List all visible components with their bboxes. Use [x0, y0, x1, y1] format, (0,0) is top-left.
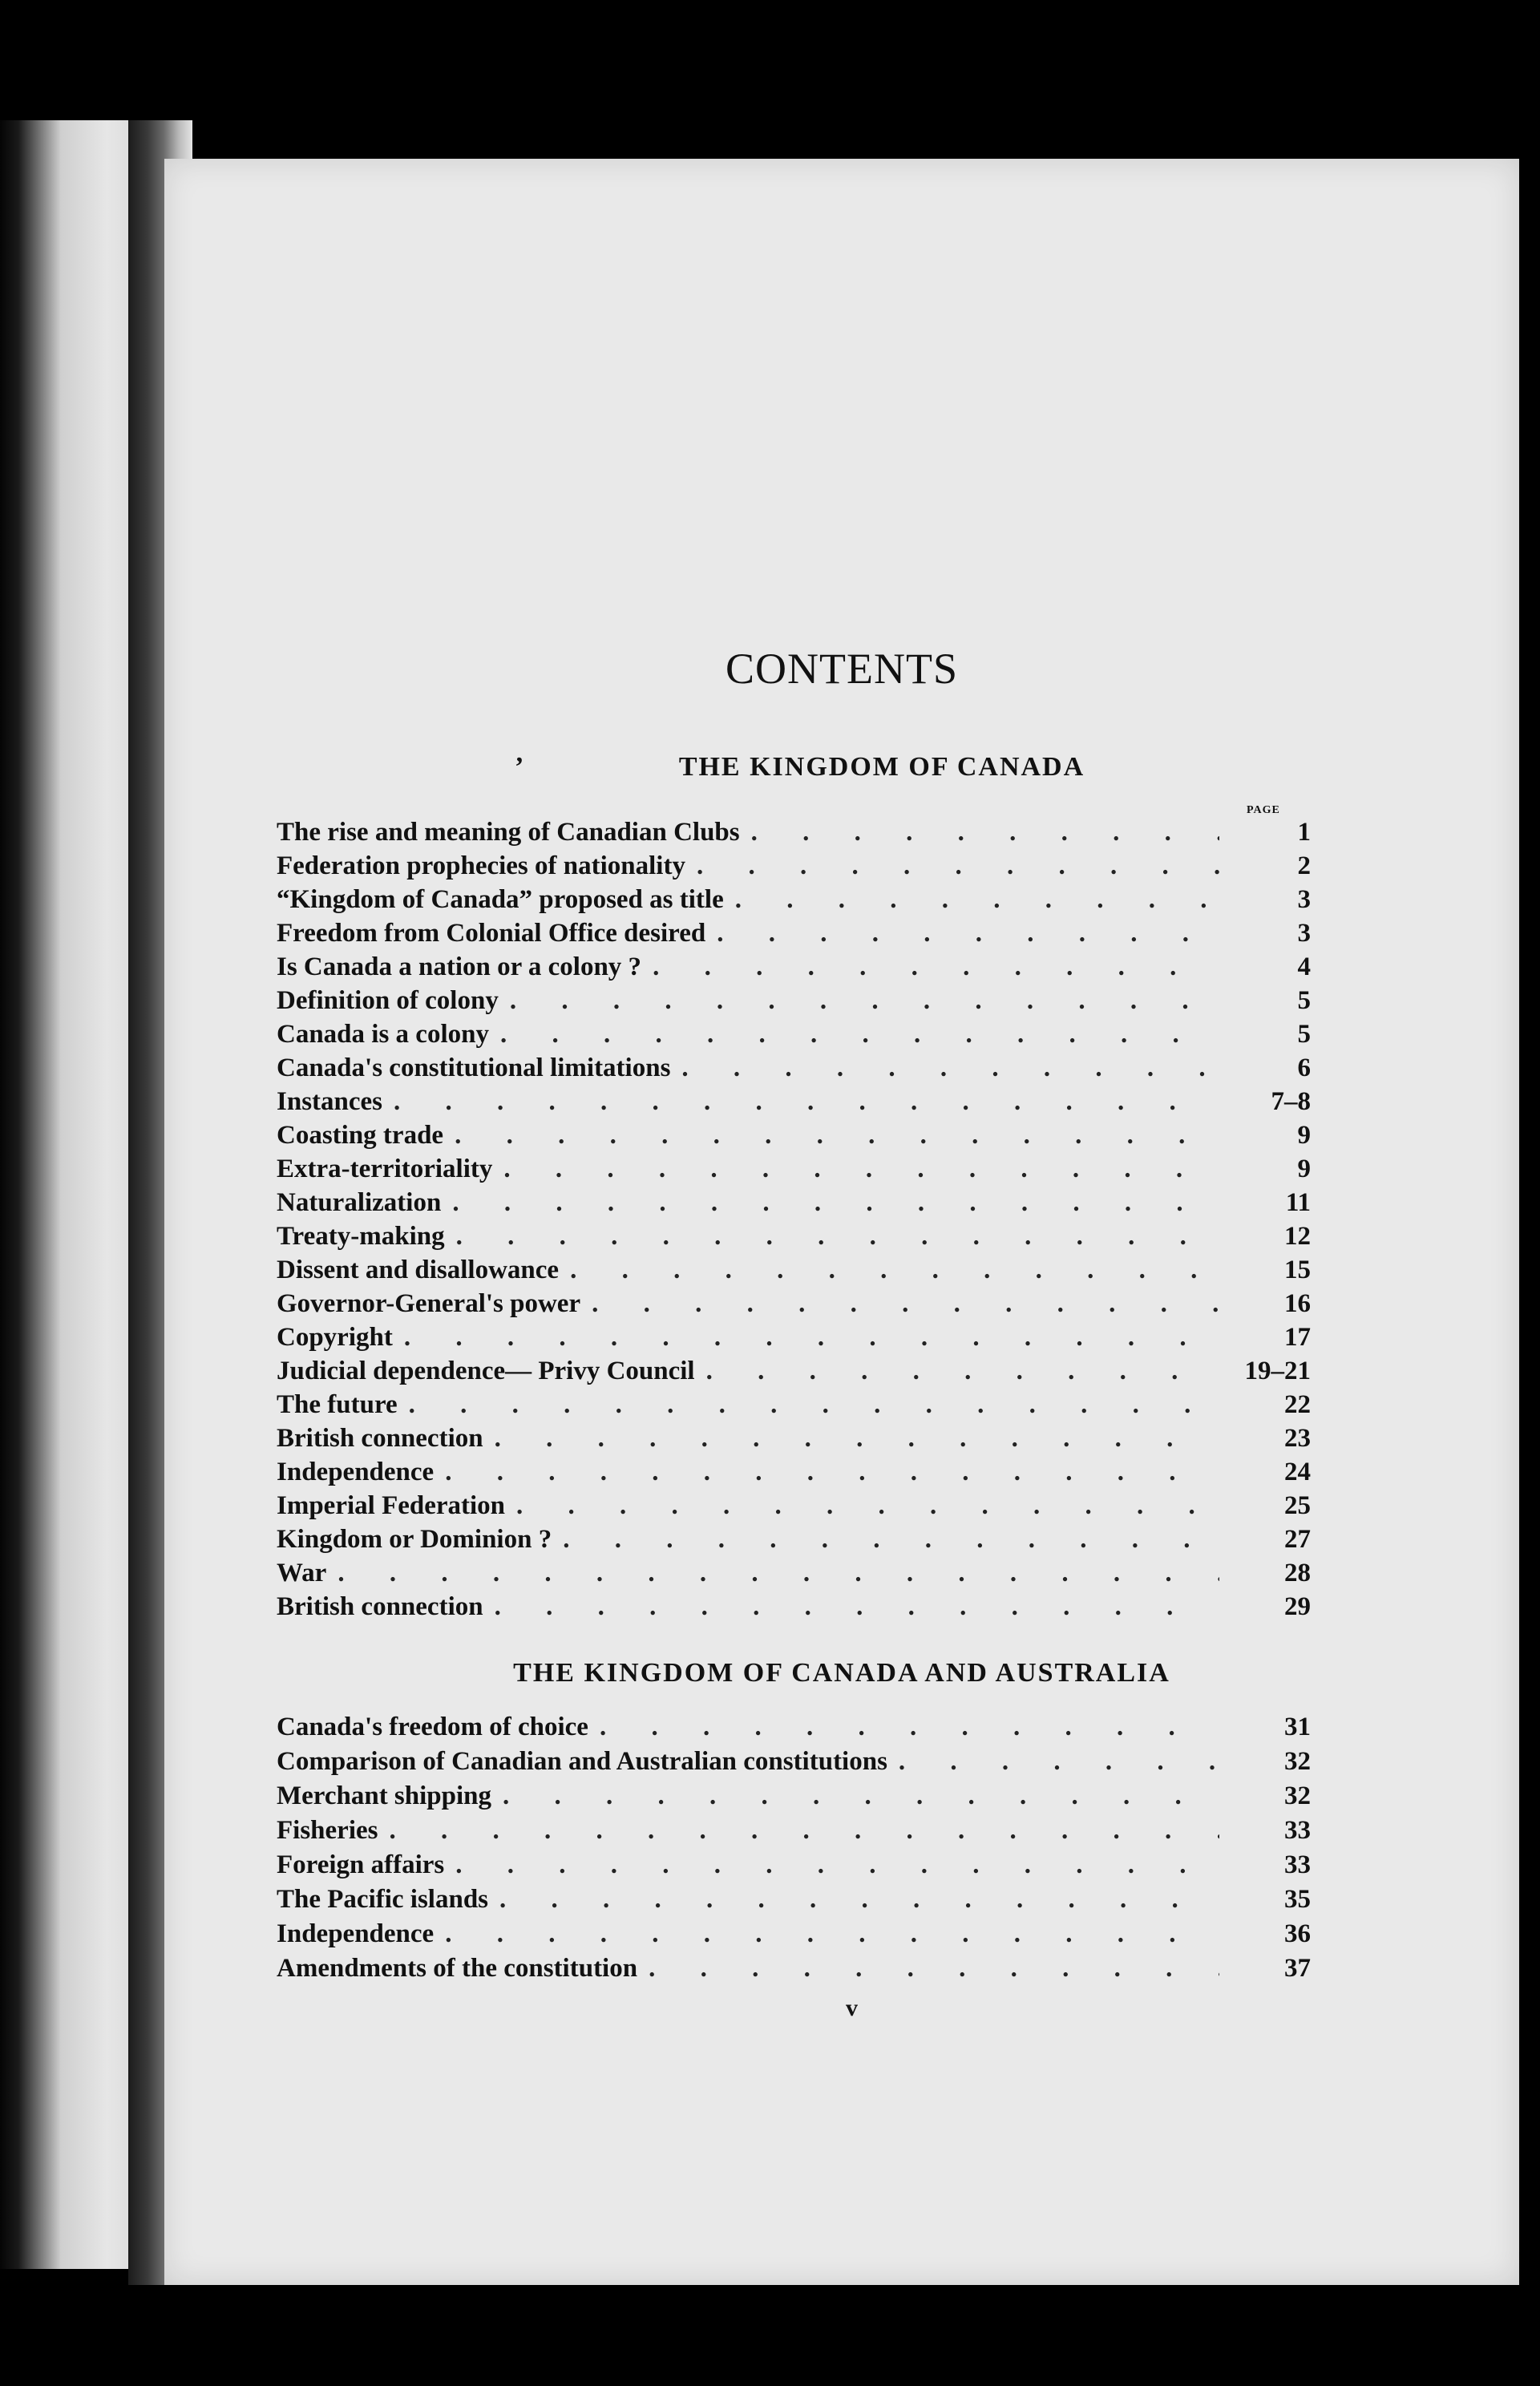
toc-entry [277, 1424, 1311, 1458]
section-heading-kingdom-of-canada: THE KINGDOM OF CANADA [678, 752, 1085, 782]
dot-leader [592, 1289, 1219, 1319]
toc-entry-page: 5 [1297, 986, 1311, 1015]
toc-entry-page: 35 [1284, 1885, 1311, 1914]
toc-entry [277, 919, 1311, 952]
toc-entry-page: 3 [1297, 885, 1311, 914]
toc-entry-page: 29 [1284, 1592, 1311, 1621]
toc-entry [277, 851, 1311, 885]
toc-entry-title: The rise and meaning of Canadian Clubs [277, 818, 740, 847]
toc-list-section-1 [277, 818, 1311, 1626]
dot-leader [495, 1424, 1219, 1454]
toc-entry-title: Foreign affairs [277, 1850, 445, 1879]
toc-entry-title: Kingdom or Dominion ? [277, 1525, 552, 1554]
toc-entry-page: 15 [1284, 1256, 1311, 1284]
toc-entry [277, 1087, 1311, 1121]
toc-entry [277, 1747, 1311, 1781]
toc-entry-title: The Pacific islands [277, 1885, 489, 1914]
toc-entry-page: 17 [1284, 1323, 1311, 1352]
toc-entry-title: Independence [277, 1919, 435, 1948]
toc-entry-title: Treaty-making [277, 1222, 445, 1251]
toc-entry-title: “Kingdom of Canada” proposed as title [277, 885, 724, 914]
toc-entry-page: 28 [1284, 1559, 1311, 1587]
page-column-label: PAGE [1247, 804, 1280, 816]
toc-entry-title: Independence [277, 1458, 435, 1486]
toc-entry-page: 11 [1285, 1188, 1311, 1217]
dot-leader [404, 1323, 1219, 1353]
page-folio: v [846, 1995, 858, 2021]
toc-entry-title: Copyright [277, 1323, 393, 1352]
toc-entry-title: Naturalization [277, 1188, 442, 1217]
dot-leader [500, 1020, 1219, 1049]
toc-entry-title: Is Canada a nation or a colony ? [277, 952, 642, 981]
toc-entry-title: Definition of colony [277, 986, 499, 1015]
toc-entry-page: 9 [1297, 1155, 1311, 1183]
toc-entry-page: 3 [1297, 919, 1311, 948]
contents-page [164, 159, 1519, 2285]
toc-entry-title: Comparison of Canadian and Australian constitutions [277, 1747, 887, 1776]
toc-entry-page: 24 [1284, 1458, 1311, 1486]
toc-list-section-2 [277, 1713, 1311, 1988]
toc-entry [277, 1053, 1311, 1087]
dot-leader [455, 1121, 1219, 1151]
toc-entry [277, 1155, 1311, 1188]
toc-entry-page: 6 [1297, 1053, 1311, 1082]
page-title: CONTENTS [726, 645, 958, 693]
toc-entry [277, 1188, 1311, 1222]
dot-leader [394, 1087, 1219, 1117]
toc-entry-page: 4 [1297, 952, 1311, 981]
toc-entry-title: Canada is a colony [277, 1020, 489, 1049]
dot-leader [570, 1256, 1219, 1285]
toc-entry [277, 1713, 1311, 1747]
dot-leader [503, 1155, 1219, 1184]
toc-entry-page: 31 [1284, 1713, 1311, 1741]
dot-leader [409, 1390, 1219, 1420]
toc-entry-page: 32 [1284, 1747, 1311, 1776]
dot-leader [452, 1188, 1219, 1218]
toc-entry [277, 1121, 1311, 1155]
toc-entry [277, 1592, 1311, 1626]
toc-entry-title: Freedom from Colonial Office desired [277, 919, 706, 948]
dot-leader [717, 919, 1219, 948]
toc-entry [277, 1954, 1311, 1988]
toc-entry-title: War [277, 1559, 327, 1587]
toc-entry [277, 1491, 1311, 1525]
dot-leader [653, 952, 1219, 982]
dot-leader [455, 1850, 1219, 1880]
toc-entry-title: Dissent and disallowance [277, 1256, 560, 1284]
toc-entry-page: 19–21 [1244, 1357, 1311, 1385]
toc-entry-title: The future [277, 1390, 398, 1419]
toc-entry-page: 7–8 [1271, 1087, 1311, 1116]
dot-leader [600, 1713, 1219, 1742]
dot-leader [706, 1357, 1219, 1386]
toc-entry [277, 1289, 1311, 1323]
toc-entry [277, 1816, 1311, 1850]
toc-entry [277, 1020, 1311, 1053]
dot-leader [681, 1053, 1219, 1083]
toc-entry [277, 1323, 1311, 1357]
dot-leader [697, 851, 1219, 881]
toc-entry [277, 952, 1311, 986]
toc-entry [277, 1390, 1311, 1424]
toc-entry [277, 818, 1311, 851]
dot-leader [735, 885, 1219, 915]
toc-entry-page: 2 [1297, 851, 1311, 880]
toc-entry-title: British connection [277, 1424, 483, 1453]
toc-entry-page: 5 [1297, 1020, 1311, 1049]
toc-entry-title: Amendments of the constitution [277, 1954, 638, 1983]
toc-entry-title: Canada's freedom of choice [277, 1713, 588, 1741]
toc-entry-page: 22 [1284, 1390, 1311, 1419]
dot-leader [516, 1491, 1219, 1521]
section-heading-kingdom-of-canada-and-australia: THE KINGDOM OF CANADA AND AUSTRALIA [513, 1658, 1170, 1688]
toc-entry-title: Coasting trade [277, 1121, 444, 1150]
dot-leader [445, 1458, 1219, 1487]
toc-entry-page: 33 [1284, 1850, 1311, 1879]
dot-leader [563, 1525, 1219, 1555]
toc-entry [277, 1357, 1311, 1390]
toc-entry-title: Instances [277, 1087, 383, 1116]
dot-leader [495, 1592, 1219, 1622]
toc-entry [277, 1458, 1311, 1491]
dot-leader [389, 1816, 1219, 1846]
toc-entry-page: 25 [1284, 1491, 1311, 1520]
toc-entry [277, 986, 1311, 1020]
toc-entry-title: Canada's constitutional limitations [277, 1053, 671, 1082]
toc-entry-title: Imperial Federation [277, 1491, 506, 1520]
dot-leader [510, 986, 1219, 1016]
printer-mark: ’ [515, 752, 524, 782]
toc-entry [277, 1559, 1311, 1592]
dot-leader [649, 1954, 1219, 1984]
toc-entry [277, 1850, 1311, 1885]
toc-entry-page: 36 [1284, 1919, 1311, 1948]
toc-entry-page: 16 [1284, 1289, 1311, 1318]
toc-entry-page: 12 [1284, 1222, 1311, 1251]
toc-entry [277, 1222, 1311, 1256]
toc-entry [277, 1919, 1311, 1954]
dot-leader [899, 1747, 1219, 1777]
toc-entry-title: Fisheries [277, 1816, 378, 1845]
toc-entry-page: 37 [1284, 1954, 1311, 1983]
toc-entry-title: Merchant shipping [277, 1781, 492, 1810]
toc-entry [277, 1525, 1311, 1559]
toc-entry-title: Extra-territoriality [277, 1155, 493, 1183]
toc-entry-title: British connection [277, 1592, 483, 1621]
toc-entry-page: 23 [1284, 1424, 1311, 1453]
dot-leader [751, 818, 1219, 847]
toc-entry-title: Judicial dependence— Privy Council [277, 1357, 695, 1385]
dot-leader [338, 1559, 1219, 1588]
toc-entry [277, 885, 1311, 919]
toc-entry [277, 1885, 1311, 1919]
toc-entry [277, 1256, 1311, 1289]
toc-entry-title: Governor-General's power [277, 1289, 581, 1318]
dot-leader [499, 1885, 1219, 1915]
toc-entry [277, 1781, 1311, 1816]
toc-entry-page: 9 [1297, 1121, 1311, 1150]
toc-entry-title: Federation prophecies of nationality [277, 851, 685, 880]
toc-entry-page: 27 [1284, 1525, 1311, 1554]
dot-leader [503, 1781, 1219, 1811]
toc-entry-page: 32 [1284, 1781, 1311, 1810]
dot-leader [456, 1222, 1219, 1252]
toc-entry-page: 1 [1297, 818, 1311, 847]
toc-entry-page: 33 [1284, 1816, 1311, 1845]
dot-leader [445, 1919, 1219, 1949]
